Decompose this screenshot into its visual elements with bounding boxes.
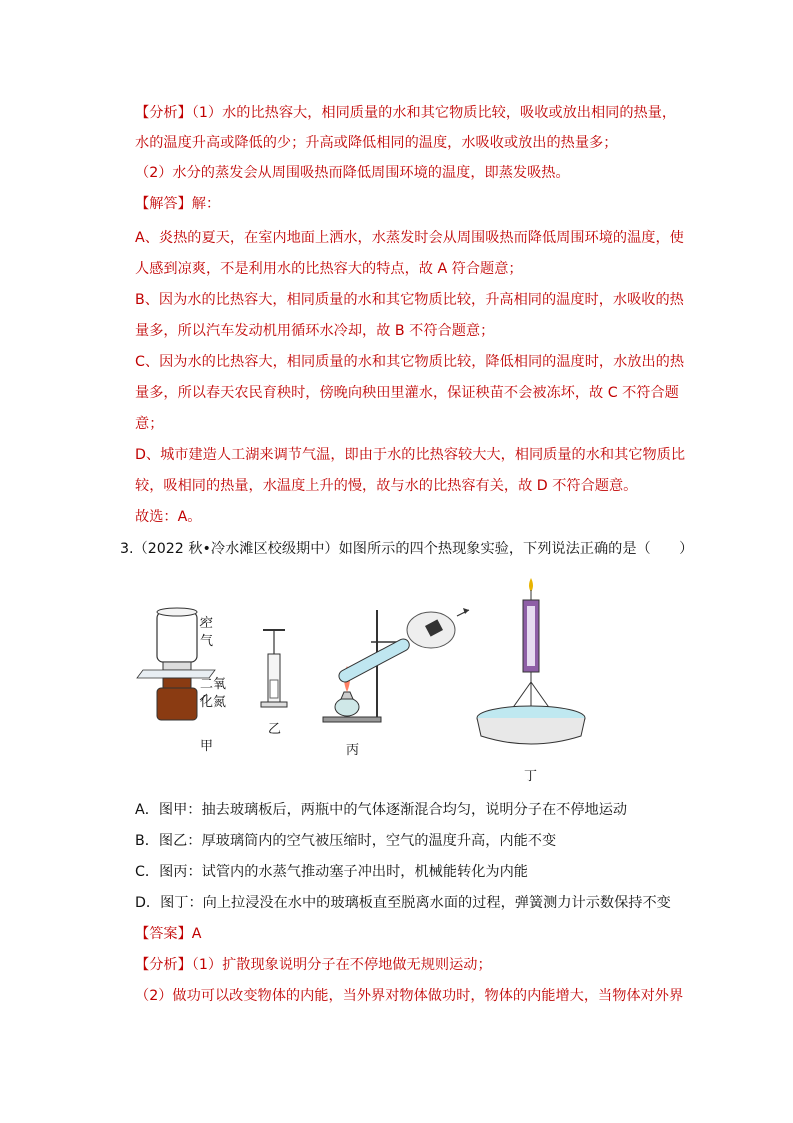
analysis-line-1: 【分析】（1）水的比热容大，相同质量的水和其它物质比较，吸收或放出相同的热量， (135, 105, 677, 121)
figure-yi-cylinder (261, 630, 287, 707)
q3-analysis-line-2: （2）做功可以改变物体的内能，当外界对物体做功时，物体的内能增大，当物体对外界 (135, 988, 684, 1004)
option-b: B．图乙：厚玻璃筒内的空气被压缩时，空气的温度升高，内能不变 (135, 833, 557, 849)
solution-line-6: 量多，所以春天农民育秧时，傍晚向秧田里灌水，保证秧苗不会被冻坏，故 C 不符合题 (135, 385, 679, 401)
q3-analysis-line-1: 【分析】（1）扩散现象说明分子在不停地做无规则运动； (135, 957, 492, 973)
solution-line-10: 故选：A。 (135, 509, 202, 525)
solution-header: 【解答】解： (135, 196, 221, 212)
solution-line-5: C、因为水的比热容大，相同质量的水和其它物质比较，降低相同的温度时，水放出的热 (135, 354, 685, 370)
solution-line-9: 较，吸相同的热量，水温度上升的慢，故与水的比热容有关，故 D 不符合题意。 (135, 478, 638, 494)
label-bing: 丙 (346, 743, 360, 758)
answer-tag: 【答案】 (135, 926, 192, 942)
answer-line (135, 924, 201, 944)
q3-analysis-tag: 【分析】 (135, 957, 192, 973)
solution-line-1: A、炎热的夏天，在室内地面上洒水，水蒸发时会从周围吸热而降低周围环境的温度，使 (135, 230, 684, 246)
label-no2: 二氧化氮 (200, 677, 227, 710)
solution-tag: 【解答】 (135, 196, 192, 212)
label-jia: 甲 (200, 739, 214, 754)
analysis-line-2: 水的温度升高或降低的少；升高或降低相同的温度，水吸收或放出的热量多； (135, 135, 618, 151)
analysis-line-3: （2）水分的蒸发会从周围吸热而降低周围环境的温度，即蒸发吸热。 (135, 165, 570, 181)
figure-bing-steam (323, 608, 469, 722)
solution-line-4: 量多，所以汽车发动机用循环水冷却，故 B 不符合题意； (135, 323, 495, 339)
option-a: A．图甲：抽去玻璃板后，两瓶中的气体逐渐混合均匀，说明分子在不停地运动 (135, 802, 628, 818)
analysis-tag: 【分析】 (135, 105, 192, 121)
solution-line-3: B、因为水的比热容大，相同质量的水和其它物质比较，升高相同的温度时，水吸收的热 (135, 292, 684, 308)
solution-line-2: 人感到凉爽，不是利用水的比热容大的特点，故 A 符合题意； (135, 261, 523, 277)
option-c: C．图丙：试管内的水蒸气推动塞子冲出时，机械能转化为内能 (135, 864, 528, 880)
solution-line-8: D、城市建造人工湖来调节气温，即由于水的比热容较大大，相同质量的水和其它物质比 (135, 447, 686, 463)
answer-value: A (191, 926, 202, 942)
label-air-1: 空 (200, 616, 214, 631)
figure-ding-scale (477, 578, 585, 744)
label-air-2: 气 (200, 634, 214, 649)
question-3-stem: 3.（2022 秋•冷水滩区校级期中）如图所示的四个热现象实验，下列说法正确的是（ ） (120, 541, 694, 557)
label-yi: 乙 (268, 722, 282, 737)
option-d: D．图丁：向上拉浸没在水中的玻璃板直至脱离水面的过程，弹簧测力计示数保持不变 (135, 895, 671, 911)
solution-line-7: 意； (135, 416, 164, 432)
label-ding: 丁 (524, 769, 538, 784)
